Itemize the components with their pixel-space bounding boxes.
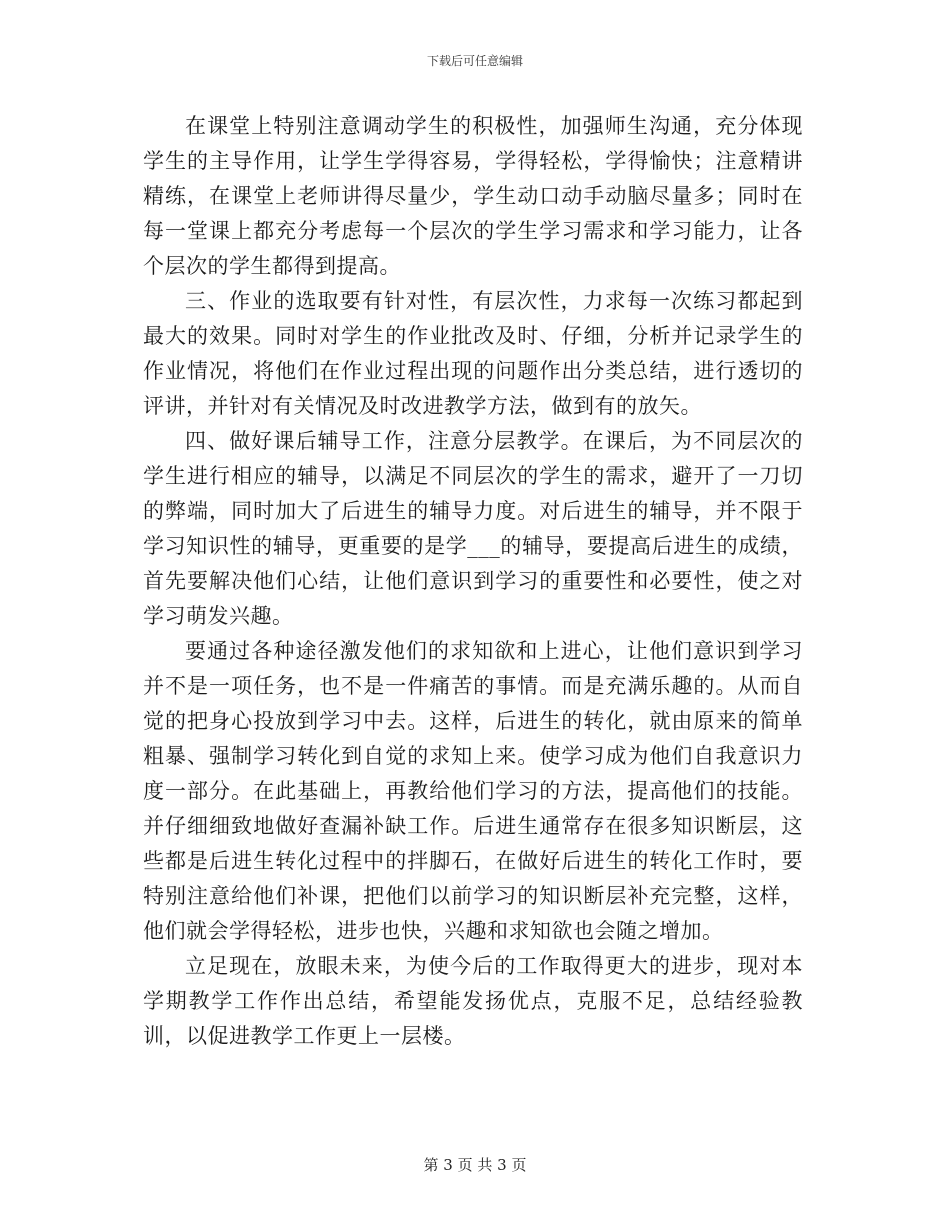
paragraph-1: 在课堂上特别注意调动学生的积极性，加强师生沟通，充分体现学生的主导作用，让学生学得容易，学得轻松，学得愉快；注意精讲精练，在课堂上老师讲得尽量少，学生动口动手动脑尽量多；同时在每一堂课上都充分考虑每一个层次的学生学习需求和学习能力，让各个层次的学生都得到提高。 — [143, 114, 803, 278]
paragraph-4: 要通过各种途径激发他们的求知欲和上进心，让他们意识到学习并不是一项任务，也不是一件痛苦的事情。而是充满乐趣的。从而自觉的把身心投放到学习中去。这样，后进生的转化，就由原来的简单粗暴、强制学习转化到自觉的求知上来。使学习成为他们自我意识力度一部分。在此基础上，再教给他们学习的方法，提高他们的技能。并仔细细致地做好查漏补缺工作。后进生通常存在很多知识断层，这些都是后进生转化过程中的拌脚石，在做好后进生的转化工作时，要特别注意给他们补课，把他们以前学习的知识断层补充完整，这样，他们就会学得轻松，进步也快，兴趣和求知欲也会随之增加。 — [143, 639, 803, 943]
page-header: 下载后可任意编辑 — [426, 54, 523, 68]
paragraph-3: 四、做好课后辅导工作，注意分层教学。在课后，为不同层次的学生进行相应的辅导，以满足不同层次的学生的需求，避开了一刀切的弊端，同时加大了后进生的辅导力度。对后进生的辅导，并不限于学习知识性的辅导，更重要的是学___的辅导，要提高后进生的成绩，首先要解决他们心结，让他们意识到学习的重要性和必要性，使之对学习萌发兴趣。 — [143, 429, 803, 628]
paragraph-5: 立足现在，放眼未来，为使今后的工作取得更大的进步，现对本学期教学工作作出总结，希望能发扬优点，克服不足，总结经验教训，以促进教学工作更上一层楼。 — [143, 954, 803, 1048]
paragraph-2: 三、作业的选取要有针对性，有层次性，力求每一次练习都起到最大的效果。同时对学生的作业批改及时、仔细，分析并记录学生的作业情况，将他们在作业过程出现的问题作出分类总结，进行透切的评讲，并针对有关情况及时改进教学方法，做到有的放矢。 — [143, 289, 803, 418]
document-body — [143, 109, 803, 1054]
page-footer: 第 3 页 共 3 页 — [423, 1156, 527, 1174]
